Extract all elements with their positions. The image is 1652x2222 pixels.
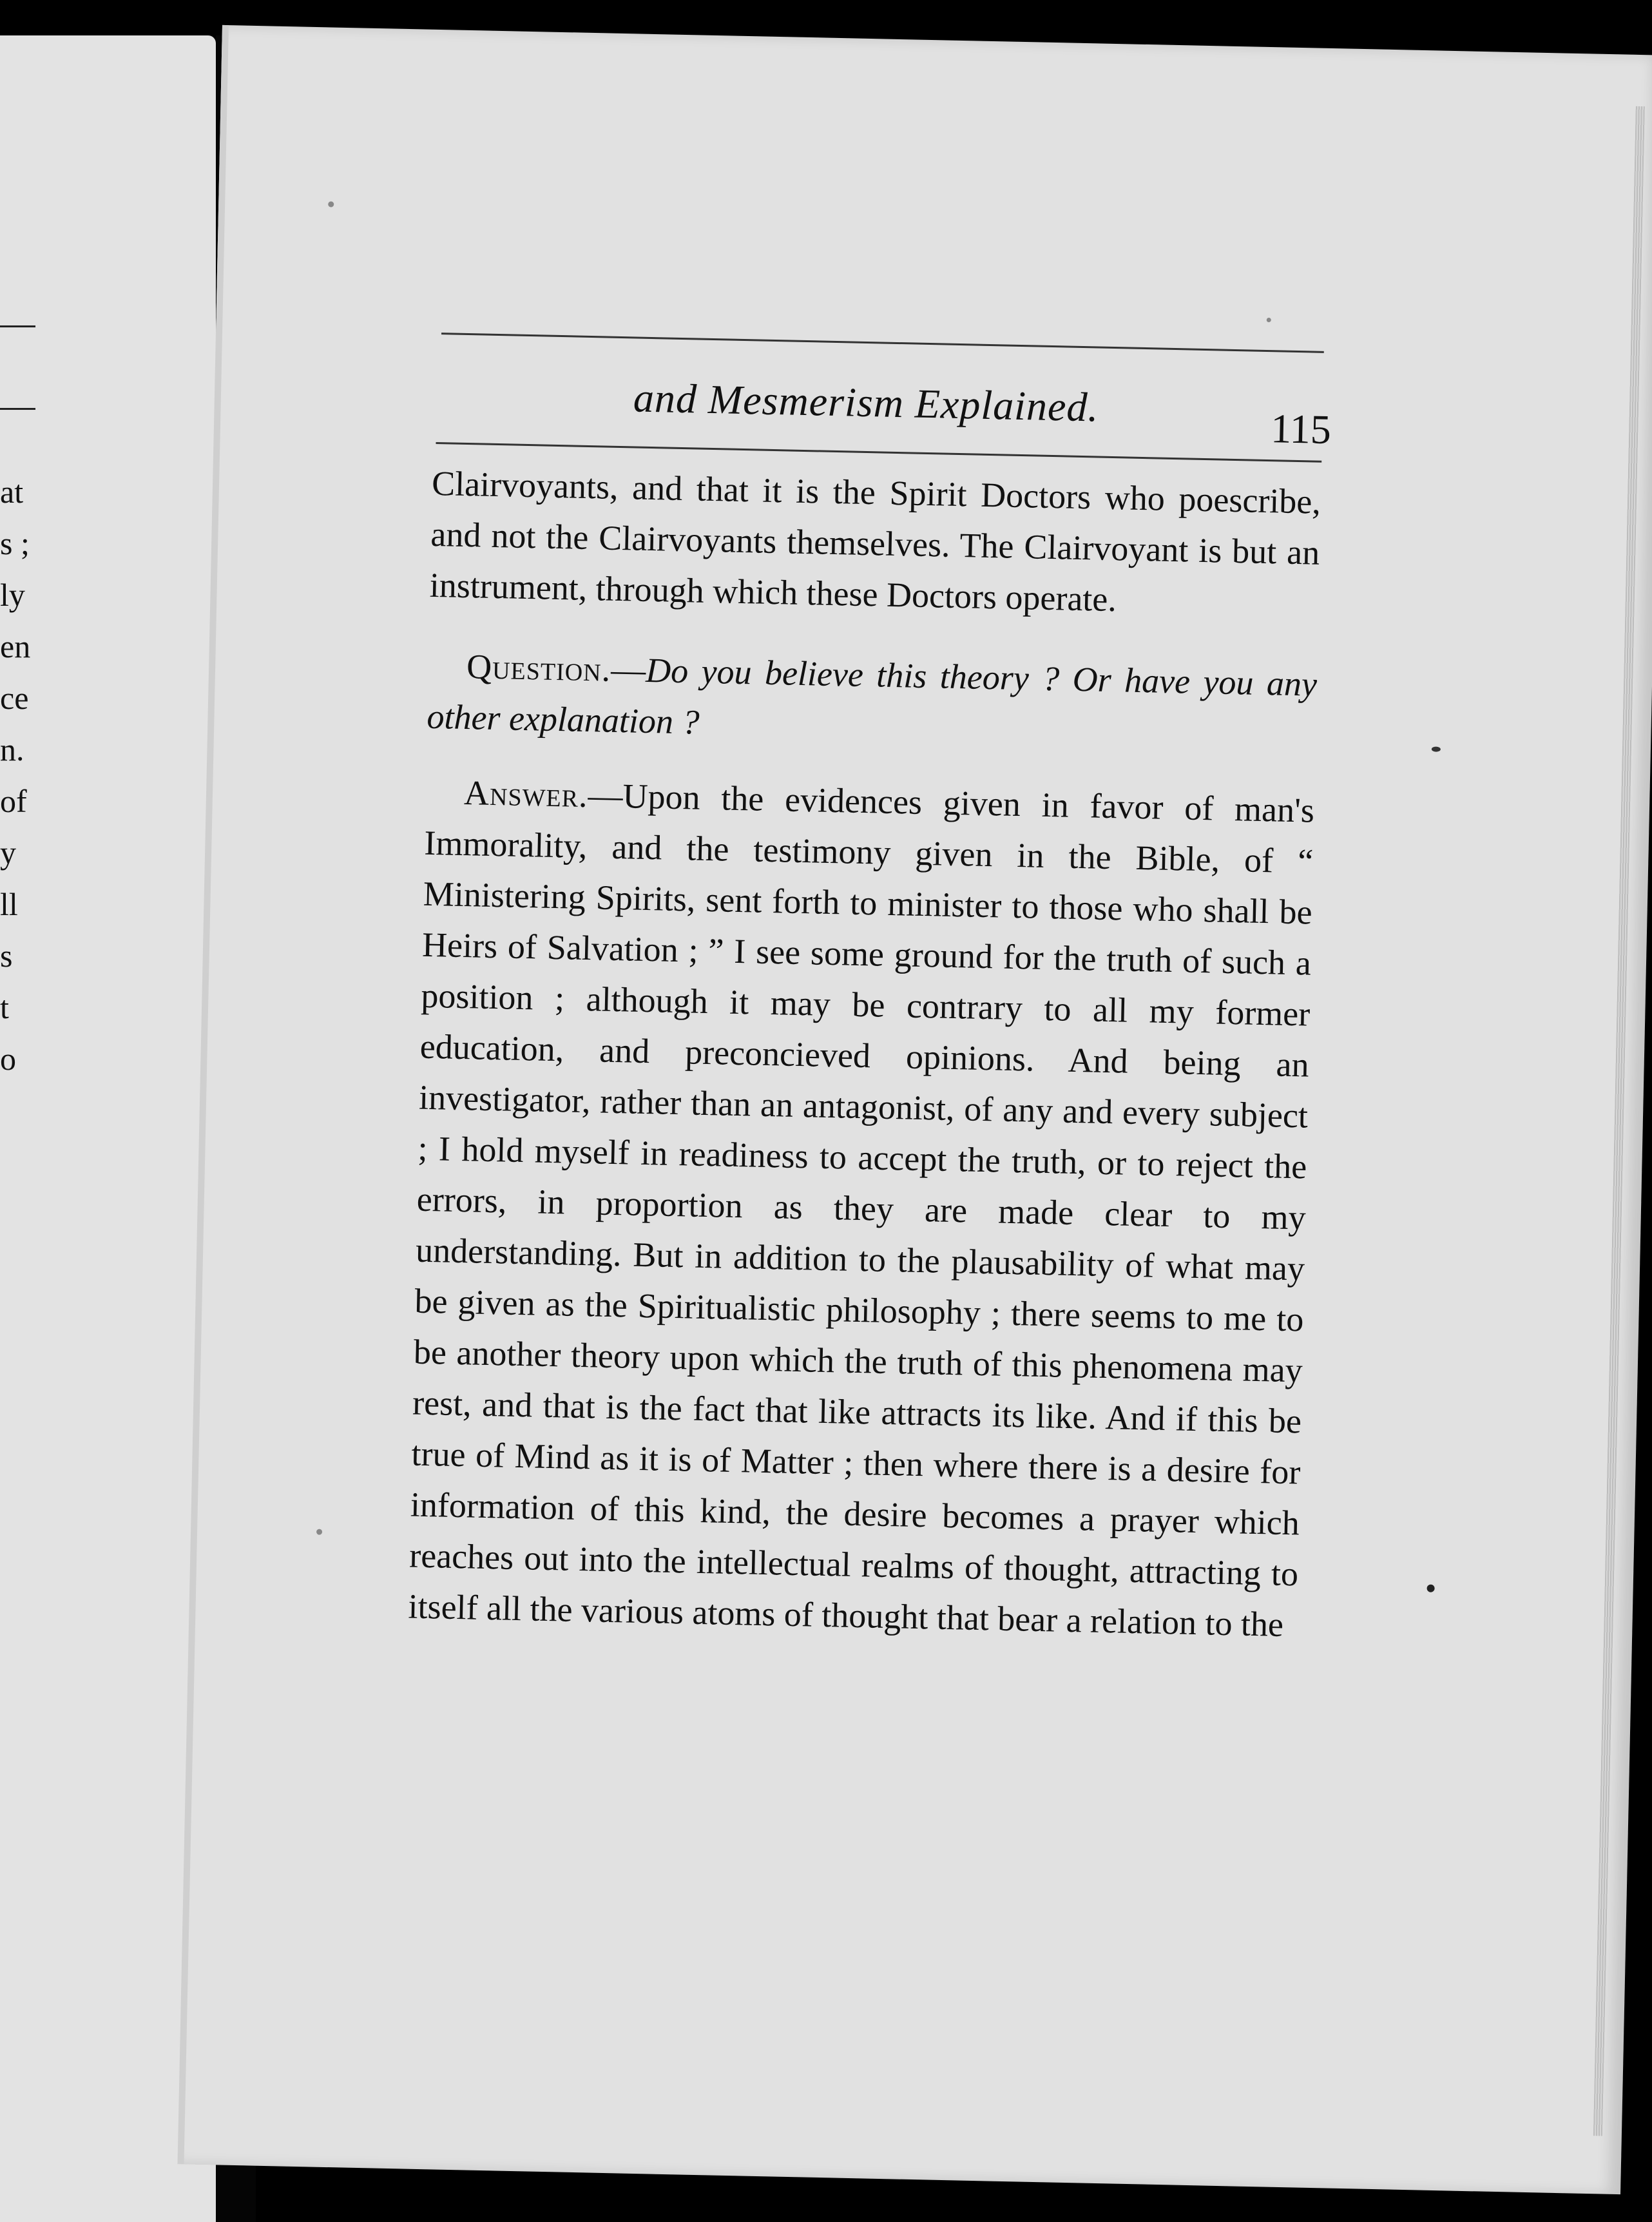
header-rule-bottom: [436, 442, 1321, 463]
left-fragment: ly: [0, 577, 25, 613]
paper-speck: [1426, 1585, 1434, 1592]
left-fragment: s: [0, 938, 13, 974]
left-fragment: ce: [0, 680, 29, 716]
left-fragment: o: [0, 1041, 16, 1077]
paper-speck: [328, 201, 334, 207]
answer-dash: —: [587, 776, 624, 816]
paper-speck: [1267, 318, 1271, 322]
left-fragment: s ;: [0, 525, 30, 561]
page-number: 115: [1270, 405, 1332, 453]
left-page-text-fragments: [0, 466, 39, 1085]
body-text: [408, 458, 1321, 1651]
left-page-rule-bottom: [0, 408, 35, 410]
paper-speck: [316, 1529, 322, 1534]
left-fragment: of: [0, 783, 27, 819]
left-fragment: en: [0, 628, 31, 664]
left-fragment: t: [0, 989, 9, 1025]
book-page: [177, 25, 1652, 2194]
running-head: and Mesmerism Explained.: [633, 374, 1100, 430]
answer-label: Answer.: [463, 773, 589, 815]
answer-paragraph: [408, 767, 1315, 1651]
header-rule-top: [441, 333, 1324, 353]
left-fragment: n.: [0, 731, 24, 768]
left-page-rule-top: [0, 325, 35, 327]
page-edge: [1593, 106, 1645, 2136]
continuation-paragraph: Clairvoyants, and that it is the Spirit Doctors who poescribe, and not the Clairvoyants themselves. The Clairvoyant is but an instrument, through which these Doctors operate.: [429, 463, 1321, 619]
left-fragment: at: [0, 474, 24, 510]
question-paragraph: [427, 641, 1318, 761]
answer-text: Upon the evidences given in favor of man's Immorality, and the testimony given in the Bible, of “ Ministering Spirits, sent forth to minister to those who shall be Heirs of Salvation ; ” I see some ground for the truth of such a position ; although it may be contrary to all my former education, and preconcieved opinions. And being an investigator, rather than an antagonist, of any and every subject ; I hold myself in readiness to accept the truth, or to reject the errors, in proportion as they are made clear to my understanding. But in addition to the plausability of what may be given as the Spiritualistic philosophy ; there seems to me to be another theory upon which the truth of this phenomena may rest, and that is the fact that like attracts its like. And if this be true of Mind as it is of Matter ; then where there is a desire for information of this kind, the desire becomes a prayer which reaches out into the intellectual realms of thought, attracting to itself all the various atoms of thought that bear a relation to the: [408, 777, 1315, 1644]
paper-speck: [1432, 746, 1441, 751]
left-fragment: y: [0, 835, 16, 871]
question-text: Do you believe this theory ? Or have you any other explanation ?: [426, 650, 1318, 742]
left-fragment: ll: [0, 886, 18, 922]
question-label: Question.: [466, 647, 611, 689]
question-dash: —: [610, 650, 646, 690]
